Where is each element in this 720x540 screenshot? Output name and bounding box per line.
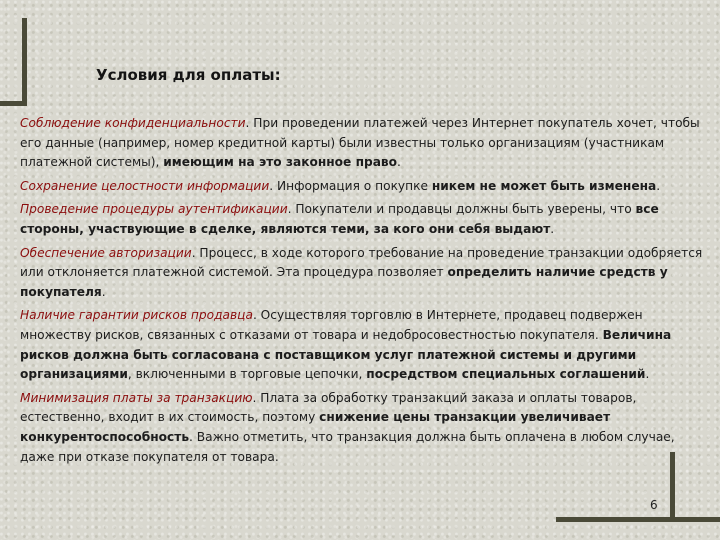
decorative-bar-left [0,101,27,106]
term: Соблюдение конфиденциальности [20,116,246,130]
term: Проведение процедуры аутентификации [20,202,288,217]
paragraph-integrity [20,177,710,197]
emphasis: никем не может быть изменена [431,178,657,193]
text: . [656,178,661,193]
decorative-bar-bottom [556,517,720,522]
emphasis: посредством специальных соглашений [366,367,646,382]
text: . Плата за обработку транзакций заказа и оплаты товаров, естественно, входит в их стоимость, поэтому [20,390,637,425]
page-number: 6 [650,498,658,512]
emphasis: снижение цены транзакции увеличивает конкурентоспособность [20,410,611,444]
paragraph-transaction-fee [20,389,710,467]
paragraph-seller-risks [20,306,710,384]
text: . [550,221,555,236]
text: . [645,367,650,382]
emphasis: все стороны, участвующие в сделке, являются теми, за кого они себя выдают [20,202,659,236]
term: Сохранение целостности информации [20,178,270,193]
emphasis: имеющим на это законное право [163,155,398,170]
paragraph-confidentiality [20,114,710,173]
text: , включенными в торговые цепочки, [127,367,367,382]
emphasis: Величина рисков должна быть согласована с поставщиком услуг платежной системы и другими организациями [20,327,672,382]
text: . Информация о покупке [269,178,432,193]
text: . Покупатели и продавцы должны быть уверены, что [287,202,636,217]
slide-body [20,114,710,471]
term: Минимизация платы за транзакцию [20,390,253,405]
text: . [397,155,401,170]
emphasis: определить наличие средств у покупателя [20,265,668,299]
decorative-bar-top [22,18,27,106]
text: . Осуществляя торговлю в Интернете, продавец подвержен множеству рисков, связанных с отказами от товара и недобросовестностью покупателя. [20,308,643,342]
text: . [101,284,106,299]
paragraph-authorization [20,244,710,303]
text: . Процесс, в ходе которого требование на проведение транзакции одобряется или отклоняется платежной системой. Эта процедура позволяет [20,245,703,280]
term: Обеспечение авторизации [20,245,192,260]
paragraph-authentication [20,200,710,239]
text: . Важно отметить, что транзакция должна быть оплачена в любом случае, даже при отказе покупателя от товара. [20,429,675,464]
text: . При проведении платежей через Интернет покупатель хочет, чтобы его данные (например, номер кредитной карты) были известны только организациям (участникам платежной системы), [20,116,700,170]
slide-title: Условия для оплаты: [96,66,281,84]
term: Наличие гарантии рисков продавца [20,308,253,323]
